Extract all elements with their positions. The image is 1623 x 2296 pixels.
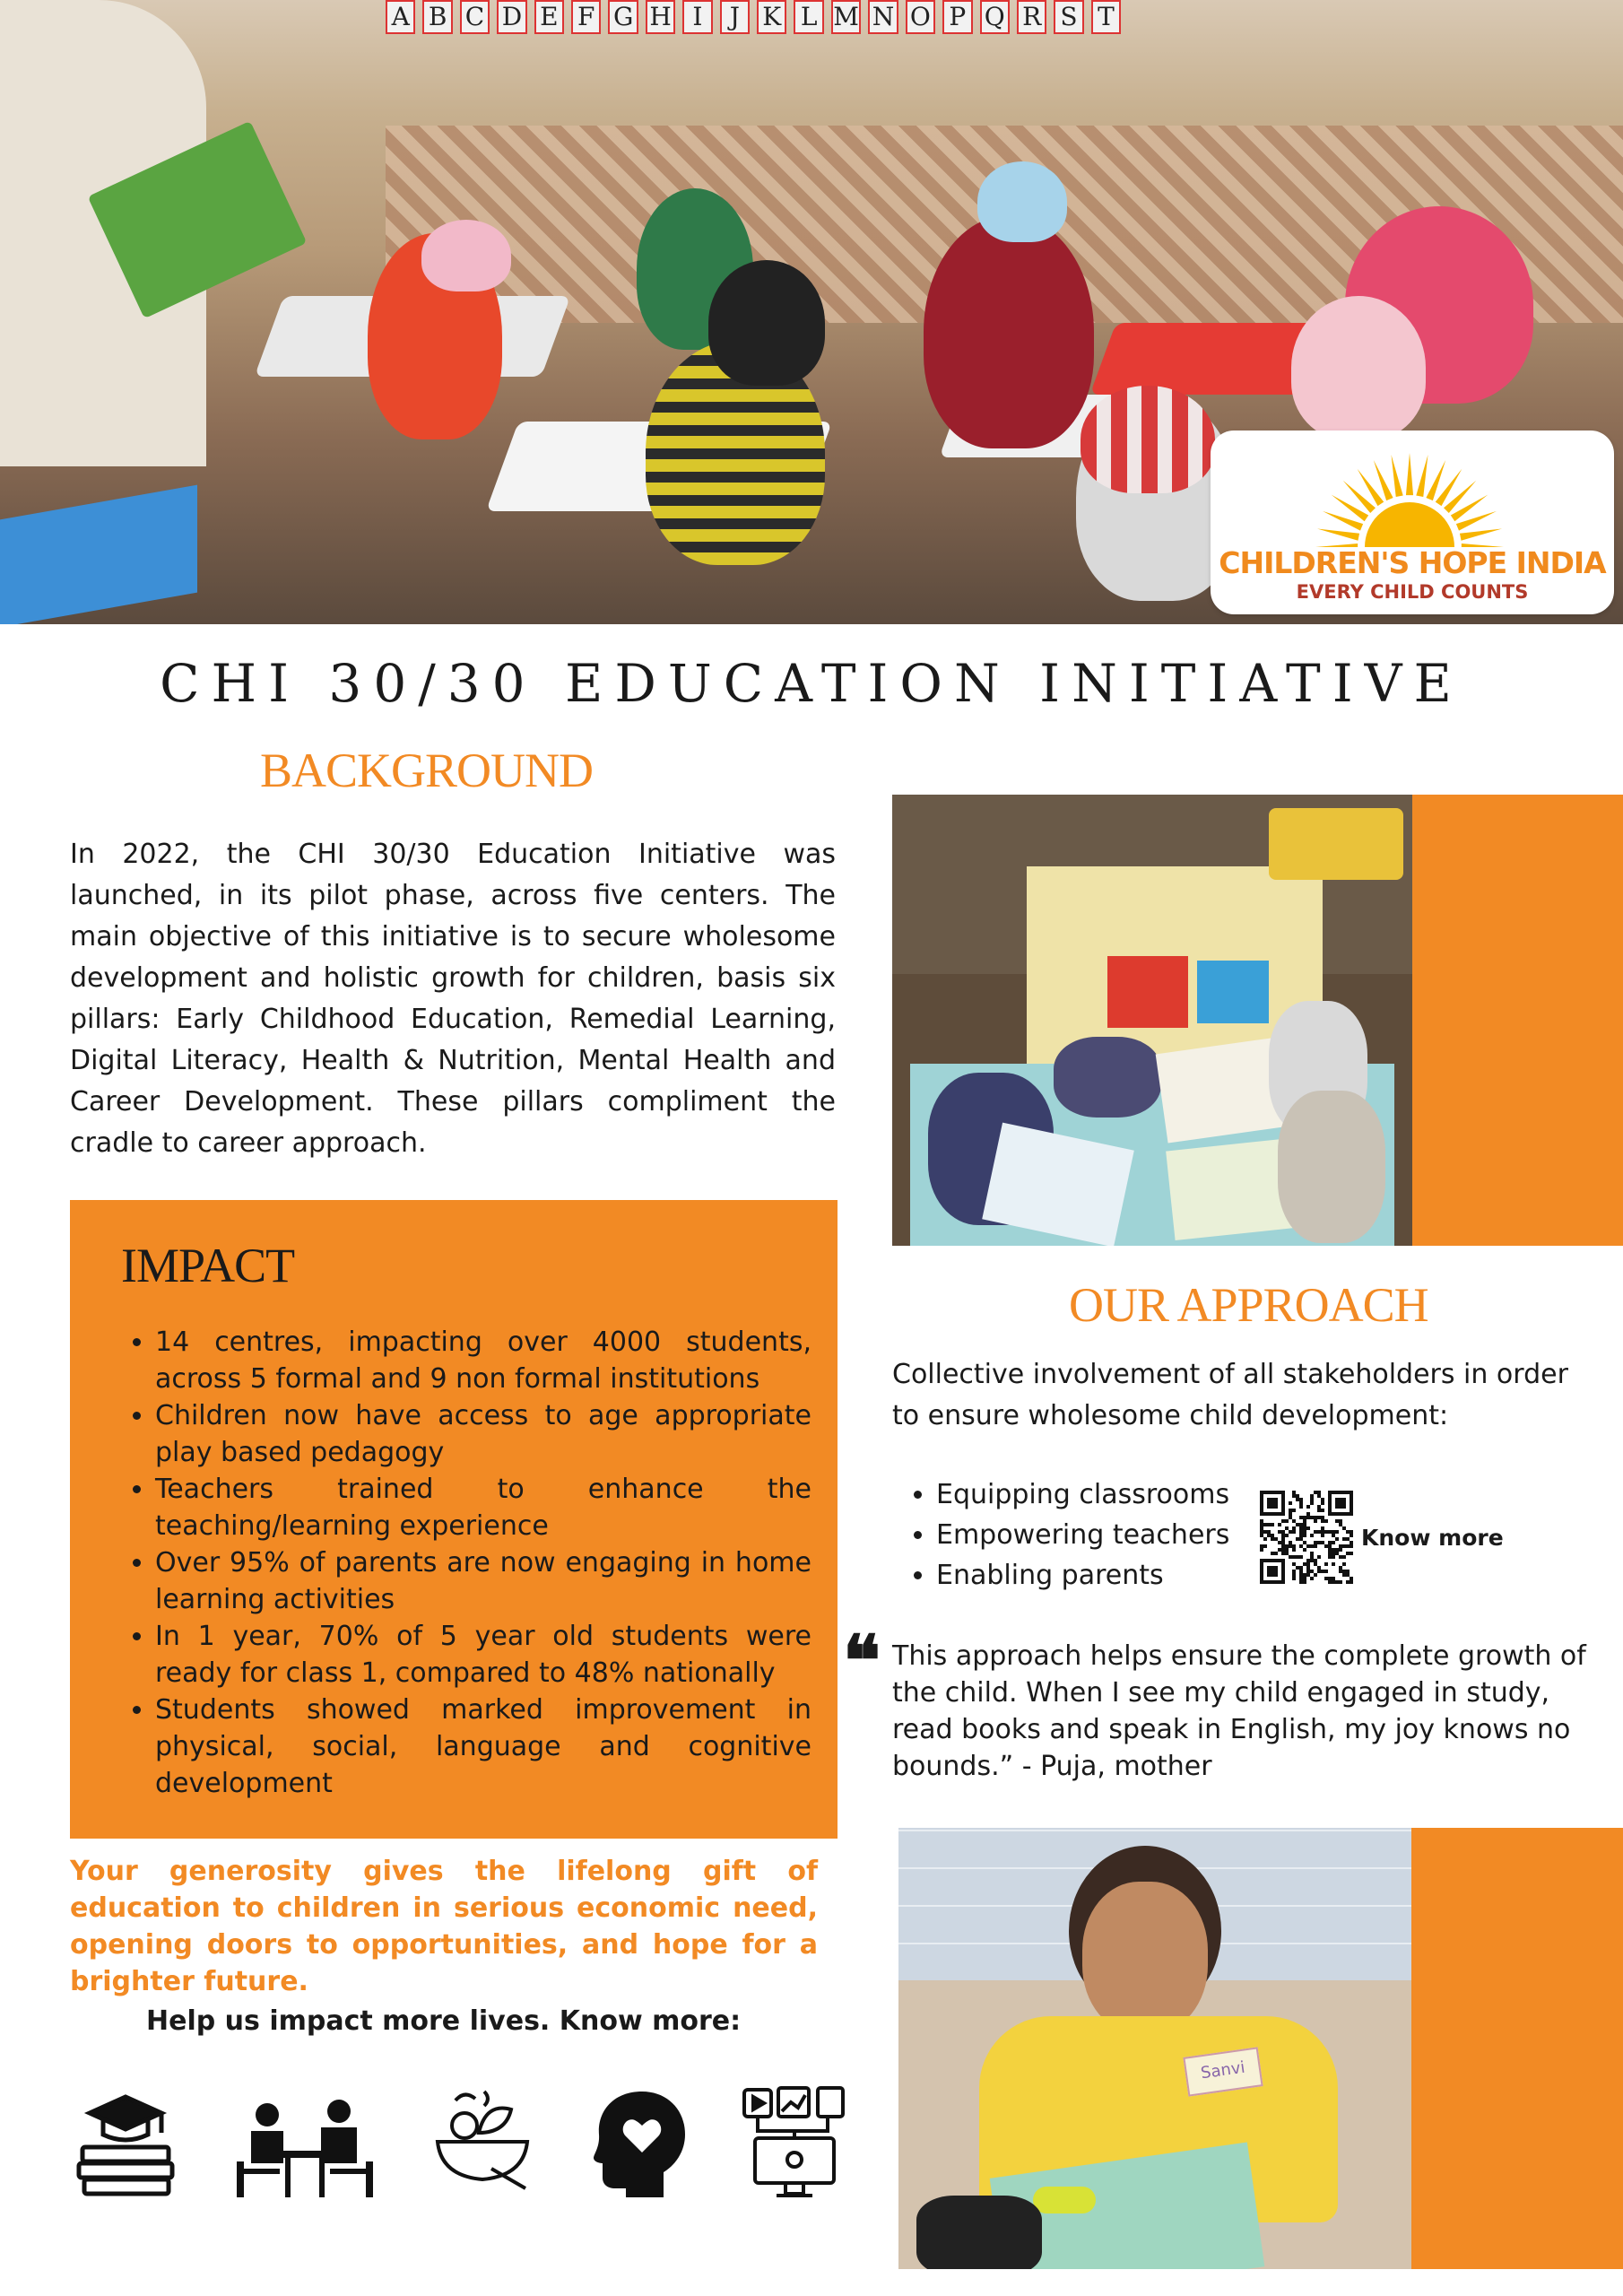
reading-children-photo <box>892 795 1412 1246</box>
alphabet-card: H <box>646 0 675 34</box>
digital-literacy-icon <box>741 2084 848 2201</box>
education-books-icon <box>72 2088 179 2197</box>
child-activity-photo <box>898 1828 1411 2269</box>
child-hat <box>977 161 1067 242</box>
orange-accent-bar <box>1411 1828 1623 2269</box>
quote-icon: ❝ <box>843 1621 881 1702</box>
alphabet-card: B <box>422 0 452 34</box>
alphabet-card: Q <box>980 0 1010 34</box>
alphabet-card: I <box>682 0 712 34</box>
list-item: • Students showed marked improvement in physical, social, language and cognitive development <box>155 1692 812 1802</box>
list-item: • Equipping classrooms <box>936 1474 1229 1515</box>
logo-name: CHILDREN'S HOPE INDIA <box>1219 545 1606 580</box>
child <box>924 215 1094 448</box>
child <box>1291 296 1426 439</box>
approach-list <box>897 1474 1229 1596</box>
sun-logo-icon <box>1311 448 1508 547</box>
child-hat <box>1081 386 1215 493</box>
mental-health-icon <box>592 2088 689 2199</box>
alphabet-card: N <box>868 0 898 34</box>
alphabet-card: K <box>757 0 786 34</box>
help-text: Help us impact more lives. Know more: <box>146 2005 742 2037</box>
impact-heading: IMPACT <box>121 1239 295 1292</box>
generosity-text: Your generosity gives the lifelong gift of education to children in serious economic need, opening doors to opportunities, and hope for a brighter future. <box>70 1856 818 1997</box>
alphabet-card: P <box>942 0 972 34</box>
alphabet-chart <box>386 0 1121 34</box>
list-item: • Enabling parents <box>936 1555 1229 1596</box>
alphabet-card: G <box>608 0 638 34</box>
list-item: • In 1 year, 70% of 5 year old students were ready for class 1, compared to 48% nationally <box>155 1618 812 1692</box>
books-stack <box>0 485 197 624</box>
alphabet-card: J <box>720 0 750 34</box>
list-item: • Children now have access to age appropriate play based pedagogy <box>155 1397 812 1471</box>
alphabet-card: C <box>460 0 490 34</box>
impact-list <box>121 1324 812 1802</box>
orange-accent-bar <box>1412 795 1623 1246</box>
qr-code-icon[interactable] <box>1260 1491 1353 1584</box>
know-more-link[interactable]: Know more <box>1361 1525 1504 1551</box>
alphabet-card: O <box>906 0 935 34</box>
background-heading: BACKGROUND <box>260 744 594 797</box>
nutrition-icon <box>429 2083 536 2197</box>
alphabet-card: T <box>1091 0 1121 34</box>
child-hat <box>708 260 825 386</box>
list-item: • Teachers trained to enhance the teaching/learning experience <box>155 1471 812 1544</box>
alphabet-card: R <box>1017 0 1046 34</box>
alphabet-card: F <box>571 0 601 34</box>
list-item: • 14 centres, impacting over 4000 students, across 5 formal and 9 non formal institutions <box>155 1324 812 1397</box>
background-text: In 2022, the CHI 30/30 Education Initiative was launched, in its pilot phase, across five centers. The main objective of this initiative is to secure wholesome development and holistic growth for children, basis six pillars: Early Childhood Education, Remedial Learning, Digital Literacy, Health & Nutrition, Mental Health and Career Development. These pillars compliment the cradle to career approach. <box>70 839 836 1159</box>
alphabet-card: L <box>794 0 823 34</box>
alphabet-card: A <box>386 0 415 34</box>
teacher-student-icon <box>231 2099 378 2199</box>
alphabet-card: E <box>534 0 564 34</box>
testimonial-quote: This approach helps ensure the complete growth of the child. When I see my child engaged in study, read books and speak in English, my joy knows no bounds.” - Puja, mother <box>892 1640 1586 1782</box>
alphabet-card: M <box>831 0 861 34</box>
approach-intro: Collective involvement of all stakeholders in order to ensure wholesome child development: <box>892 1359 1568 1431</box>
page-title: CHI 30/30 EDUCATION INITIATIVE <box>160 653 1463 714</box>
name-tag: Sanvi <box>1183 2047 1263 2096</box>
alphabet-card: D <box>497 0 526 34</box>
approach-heading: OUR APPROACH <box>1069 1278 1428 1332</box>
list-item: • Empowering teachers <box>936 1515 1229 1555</box>
alphabet-card: S <box>1054 0 1083 34</box>
child-hat <box>421 220 511 291</box>
list-item: • Over 95% of parents are now engaging in home learning activities <box>155 1544 812 1618</box>
logo-tagline: EVERY CHILD COUNTS <box>1296 581 1529 603</box>
